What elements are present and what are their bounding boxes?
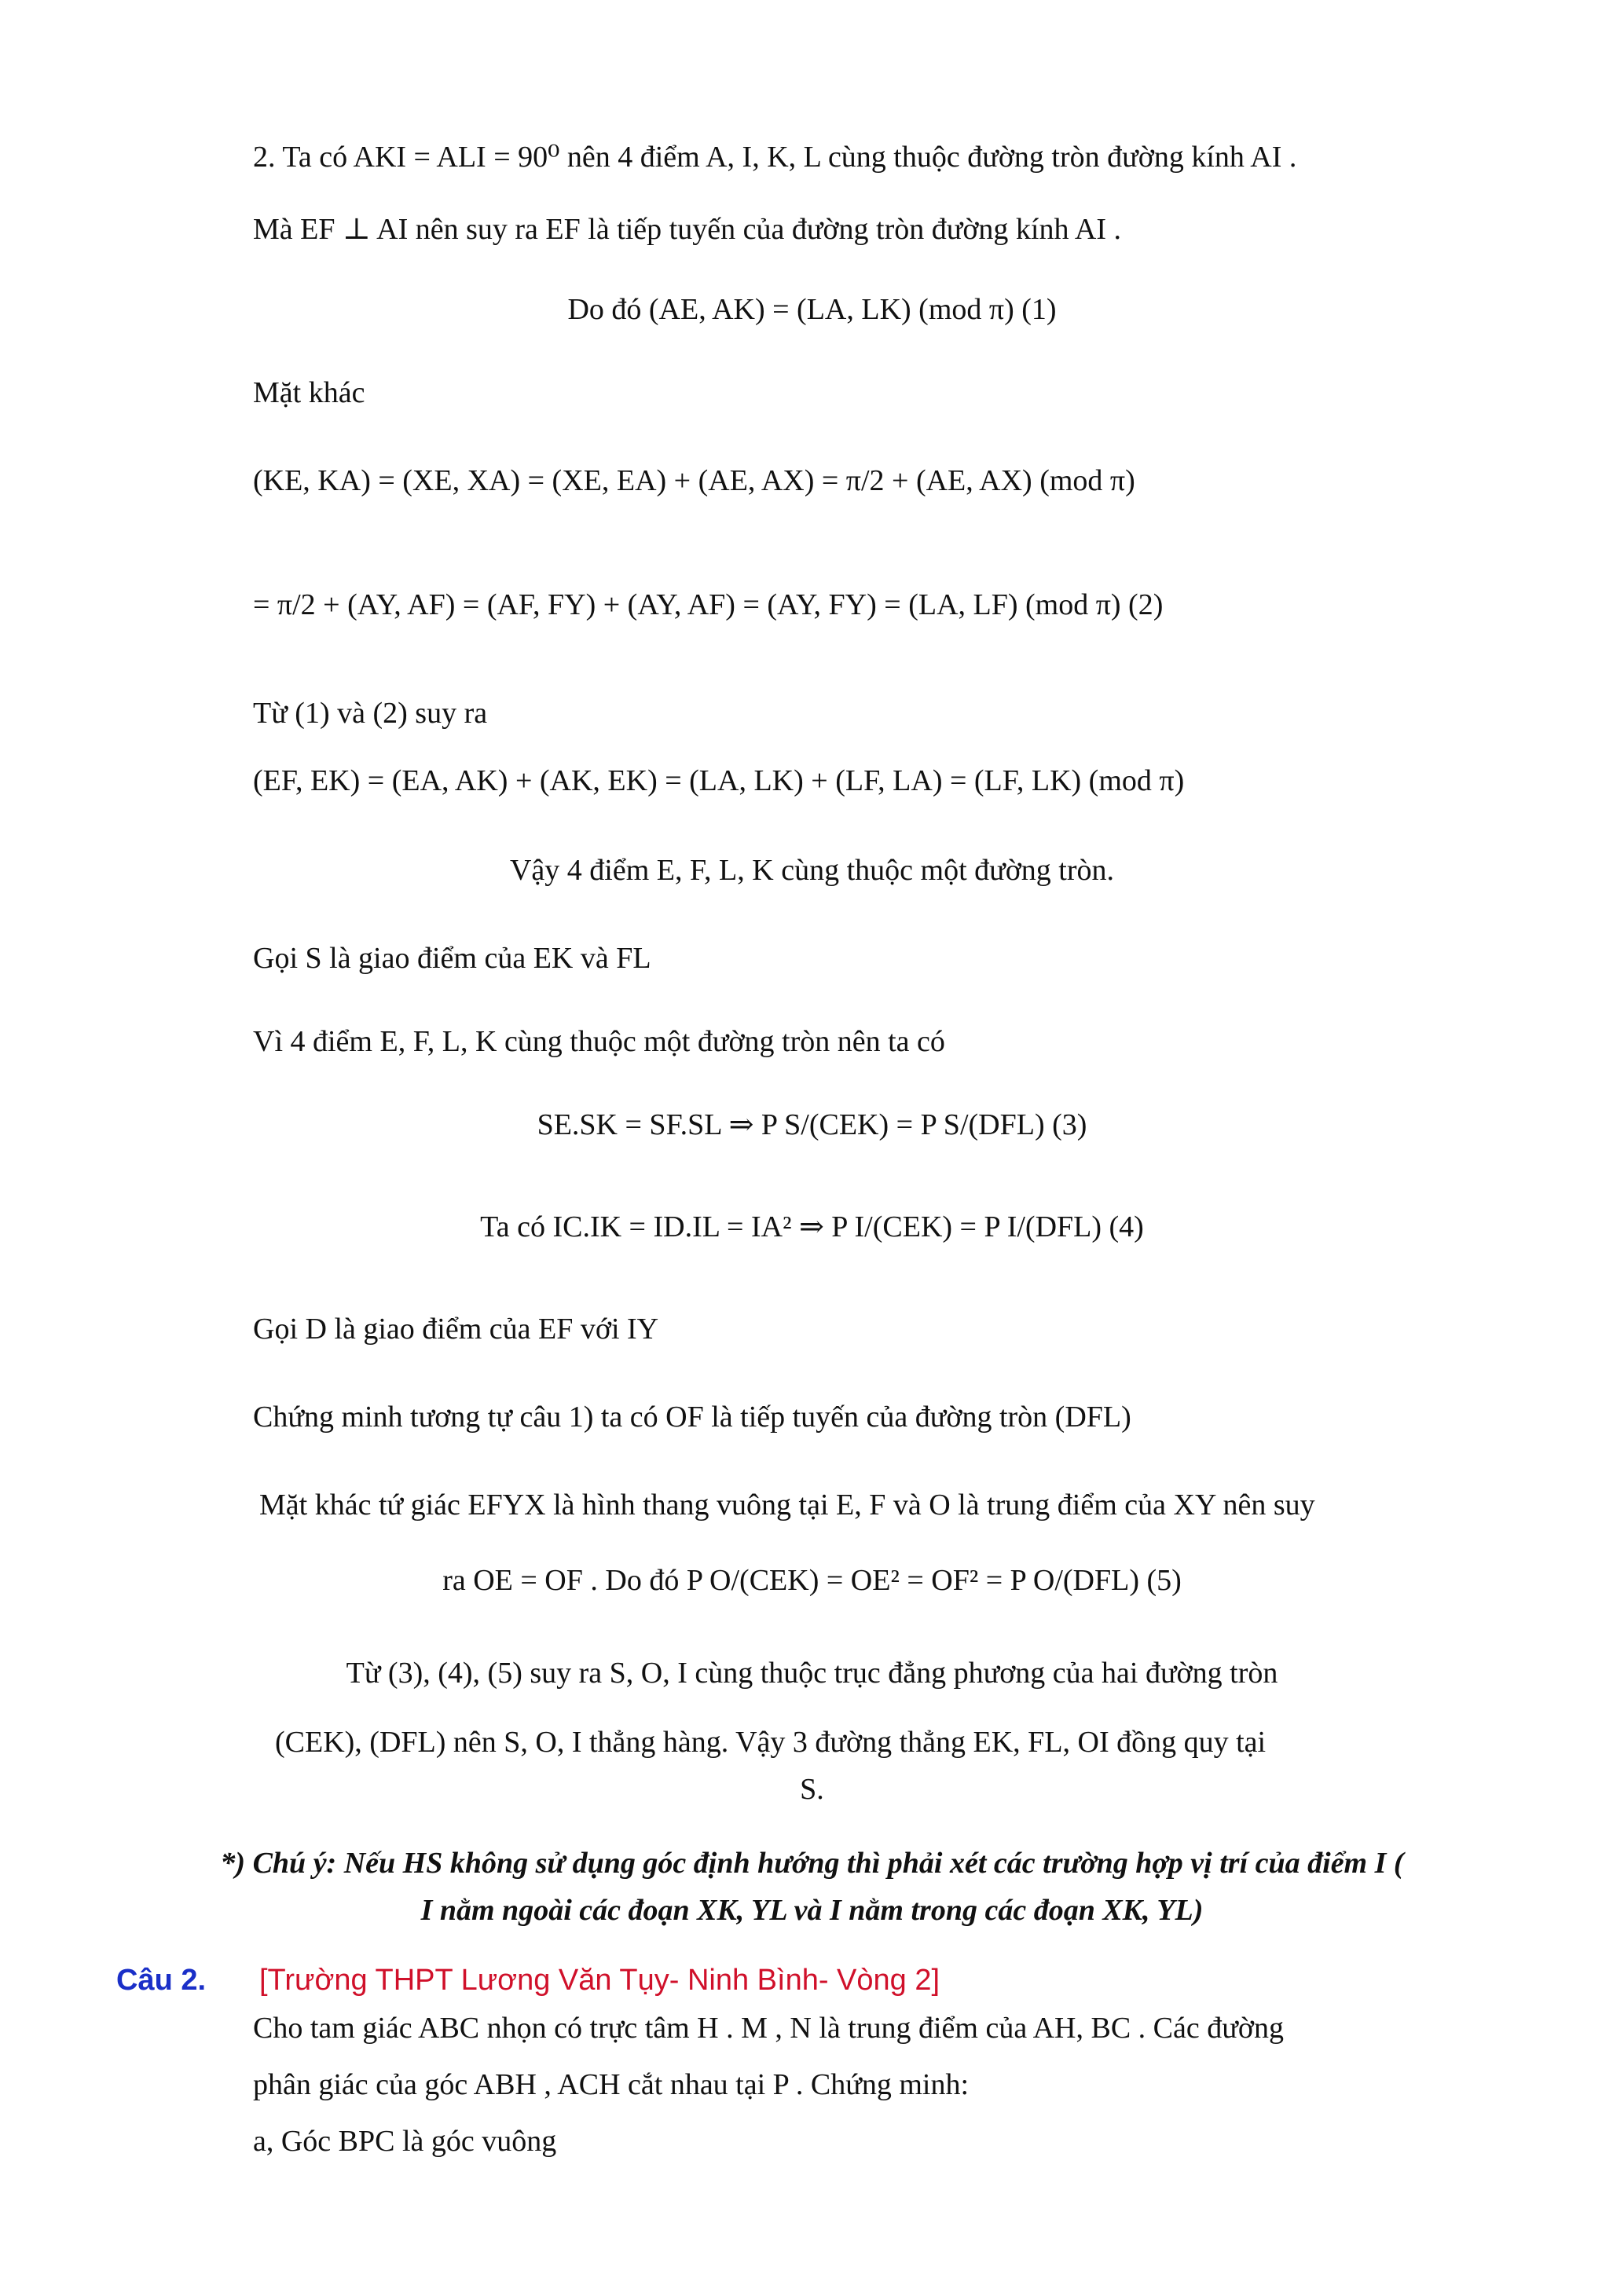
question-line: Cho tam giác ABC nhọn có trực tâm H . M , N là trung điểm của AH, BC . Các đường bbox=[253, 2012, 1284, 2045]
text-line: Vì 4 điểm E, F, L, K cùng thuộc một đường tròn nên ta có bbox=[253, 1025, 945, 1058]
math-line: Ta có IC.IK = ID.IL = IA² ⇒ P I/(CEK) = P I/(DFL) (4) bbox=[480, 1210, 1144, 1243]
text-line: Gọi D là giao điểm của EF với IY bbox=[253, 1313, 659, 1346]
math-line: = π/2 + (AY, AF) = (AF, FY) + (AY, AF) = (AY, FY) = (LA, LF) (mod π) (2) bbox=[253, 588, 1164, 621]
question-line: phân giác của góc ABH , ACH cắt nhau tại P . Chứng minh: bbox=[253, 2068, 969, 2101]
note-line: *) Chú ý: Nếu HS không sử dụng góc định hướng thì phải xét các trường hợp vị trí của điểm I ( bbox=[220, 1847, 1404, 1880]
text-line: Từ (3), (4), (5) suy ra S, O, I cùng thuộc trục đẳng phương của hai đường tròn bbox=[346, 1657, 1278, 1690]
text-line: Mặt khác tứ giác EFYX là hình thang vuông tại E, F và O là trung điểm của XY nên suy bbox=[259, 1489, 1315, 1522]
text-line: Vậy 4 điểm E, F, L, K cùng thuộc một đường tròn. bbox=[509, 854, 1115, 887]
text-line: 2. Ta có AKI = ALI = 90⁰ nên 4 điểm A, I, K, L cùng thuộc đường tròn đường kính AI . bbox=[253, 141, 1297, 174]
math-line: (EF, EK) = (EA, AK) + (AK, EK) = (LA, LK) + (LF, LA) = (LF, LK) (mod π) bbox=[253, 764, 1185, 797]
text-line: Mà EF ⊥ AI nên suy ra EF là tiếp tuyến của đường tròn đường kính AI . bbox=[253, 213, 1121, 246]
note-line: I nằm ngoài các đoạn XK, YL và I nằm trong các đoạn XK, YL) bbox=[420, 1894, 1204, 1927]
text-line: S. bbox=[800, 1773, 824, 1806]
question-label: Câu 2. bbox=[116, 1964, 207, 1997]
text-line: Mặt khác bbox=[253, 376, 365, 409]
text-line: Từ (1) và (2) suy ra bbox=[253, 697, 488, 730]
math-line: (KE, KA) = (XE, XA) = (XE, EA) + (AE, AX) = π/2 + (AE, AX) (mod π) bbox=[253, 464, 1135, 497]
text-line: (CEK), (DFL) nên S, O, I thẳng hàng. Vậy 3 đường thẳng EK, FL, OI đồng quy tại bbox=[275, 1726, 1267, 1759]
question-line: a, Góc BPC là góc vuông bbox=[253, 2125, 557, 2158]
math-line: ra OE = OF . Do đó P O/(CEK) = OE² = OF² = P O/(DFL) (5) bbox=[442, 1564, 1182, 1597]
text-line: Gọi S là giao điểm của EK và FL bbox=[253, 942, 651, 975]
question-source: [Trường THPT Lương Văn Tụy- Ninh Bình- Vòng 2] bbox=[259, 1964, 940, 1997]
text-line: Do đó (AE, AK) = (LA, LK) (mod π) (1) bbox=[567, 293, 1057, 326]
math-line: SE.SK = SF.SL ⇒ P S/(CEK) = P S/(DFL) (3) bbox=[537, 1108, 1087, 1141]
text-line: Chứng minh tương tự câu 1) ta có OF là tiếp tuyến của đường tròn (DFL) bbox=[253, 1401, 1131, 1434]
